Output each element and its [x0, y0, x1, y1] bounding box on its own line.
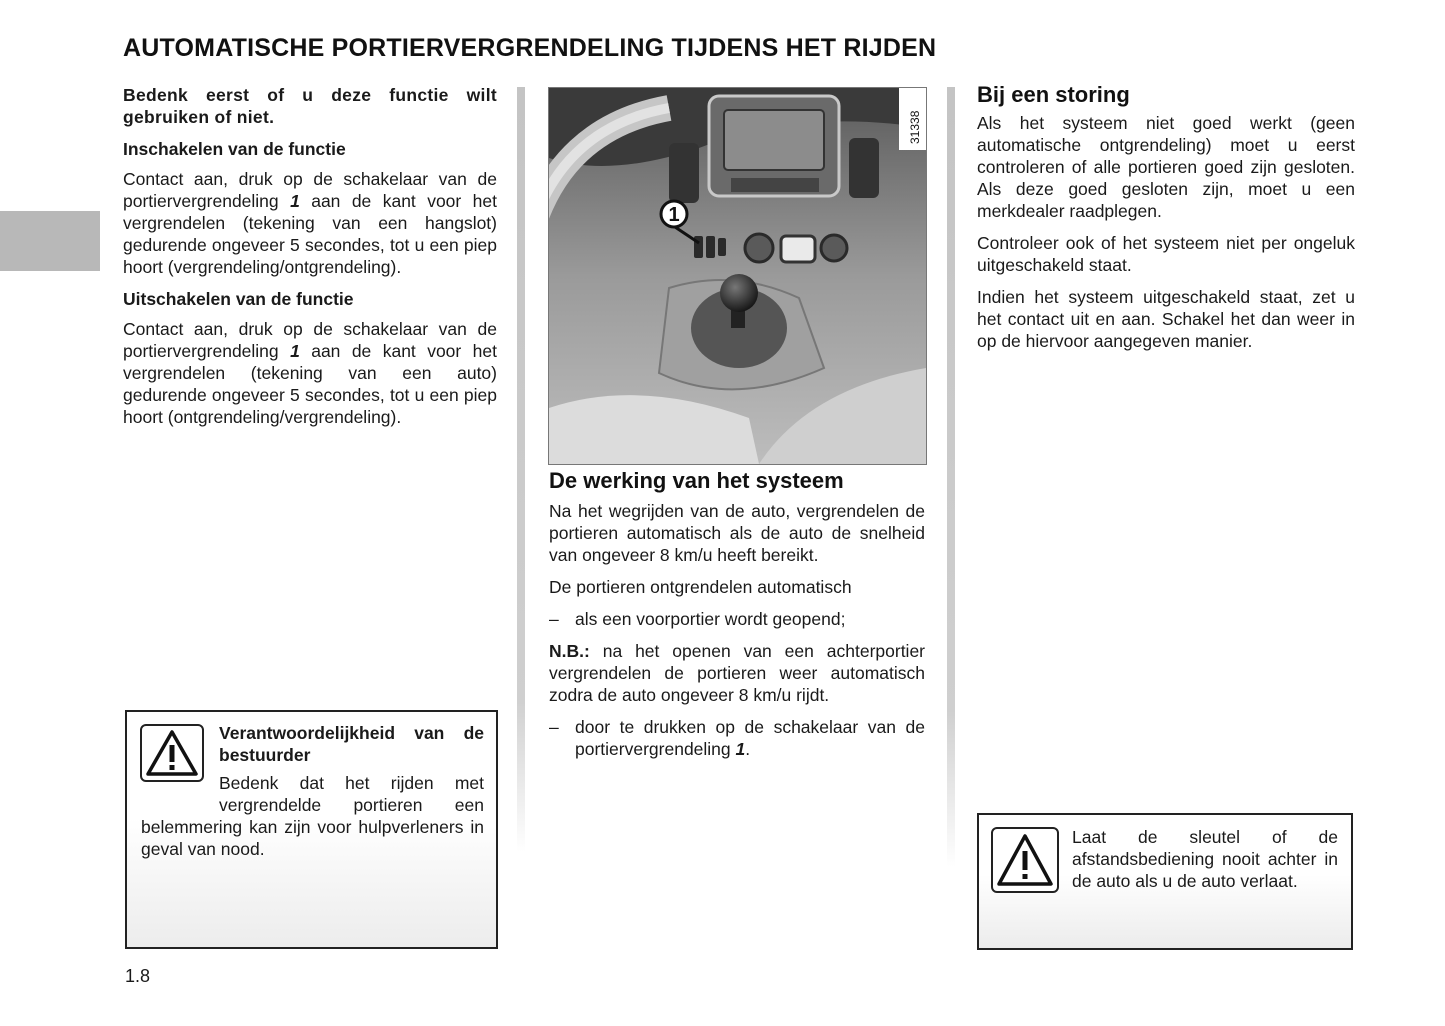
switch-ref: 1: [735, 739, 746, 759]
enable-heading: Inschakelen van de functie: [123, 139, 346, 159]
driver-responsibility-warning: [125, 710, 498, 949]
switch-ref: 1: [290, 341, 300, 361]
nb-note: N.B.: na het openen van een achterportier vergrendelen de portieren weer automatisch zodra de auto ongeveer 8 km/u rijdt.: [549, 641, 925, 705]
warning-heading: Verantwoordelijkheid van de bestuurder: [219, 723, 484, 765]
enable-paragraph: Contact aan, druk op de schakelaar van de portiervergrendeling 1 aan de kant voor het vergrendelen (tekening van een hangslot) gedurende ongeveer 5 secondes, tot u een piep hoort (vergrendeling/ontgrendeling).: [123, 169, 497, 277]
column-divider: [517, 87, 525, 852]
malfunction-paragraph: Als het systeem niet goed werkt (geen automatische ontgrendeling) moet u eerst controleren of alle portieren goed zijn gesloten. Als deze goed gesloten zijn, moet u een merkdealer raadplegen.: [977, 113, 1355, 221]
page-number: 1.8: [125, 966, 151, 986]
callout-1: 1: [668, 204, 680, 226]
reset-paragraph: Indien het systeem uitgeschakeld staat, zet u het contact uit en aan. Schakel het dan weer in op de hiervoor aangegeven manier.: [977, 287, 1355, 351]
disable-paragraph: Contact aan, druk op de schakelaar van de portiervergrendeling 1 aan de kant voor het vergrendelen (tekening van een auto) gedurende ongeveer 5 secondes, tot u een piep hoort (ontgrendeling/vergrendeling).: [123, 319, 497, 427]
system-operation-heading: De werking van het systeem: [549, 468, 844, 493]
list-item: – door te drukken op de schakelaar van de portiervergrendeling 1.: [549, 717, 925, 759]
key-warning-text: Laat de sleutel of de afstandsbediening nooit achter in de auto als u de auto verlaat.: [1072, 827, 1338, 891]
warning-text: Bedenk dat het rijden met vergrendelde portieren een belemmering kan zijn voor hulpverleners in geval van nood.: [141, 773, 484, 859]
column-divider: [947, 87, 955, 867]
unlock-intro: De portieren ontgrendelen automatisch: [549, 577, 852, 597]
switch-ref: 1: [290, 191, 300, 211]
right-column: [977, 84, 1355, 362]
disable-heading: Uitschakelen van de functie: [123, 289, 354, 309]
dashboard-photo: [548, 87, 927, 465]
chapter-tab: [0, 211, 100, 271]
page-title: AUTOMATISCHE PORTIERVERGRENDELING TIJDENS HET RIJDEN: [123, 34, 937, 62]
operation-paragraph: Na het wegrijden van de auto, vergrendelen de portieren automatisch als de auto de snelheid van ongeveer 8 km/u heeft bereikt.: [549, 501, 925, 565]
malfunction-heading: Bij een storing: [977, 82, 1130, 107]
image-code: 31338: [908, 110, 922, 144]
check-paragraph: Controleer ook of het systeem niet per ongeluk uitgeschakeld staat.: [977, 233, 1355, 275]
list-item: – als een voorportier wordt geopend;: [549, 609, 846, 629]
key-warning: [977, 813, 1353, 950]
intro-text: Bedenk eerst of u deze functie wilt gebruiken of niet.: [123, 85, 497, 127]
left-column: [123, 84, 497, 438]
middle-column: [549, 470, 925, 770]
warning-triangle-icon: [991, 827, 1059, 893]
warning-triangle-icon: [140, 724, 204, 782]
